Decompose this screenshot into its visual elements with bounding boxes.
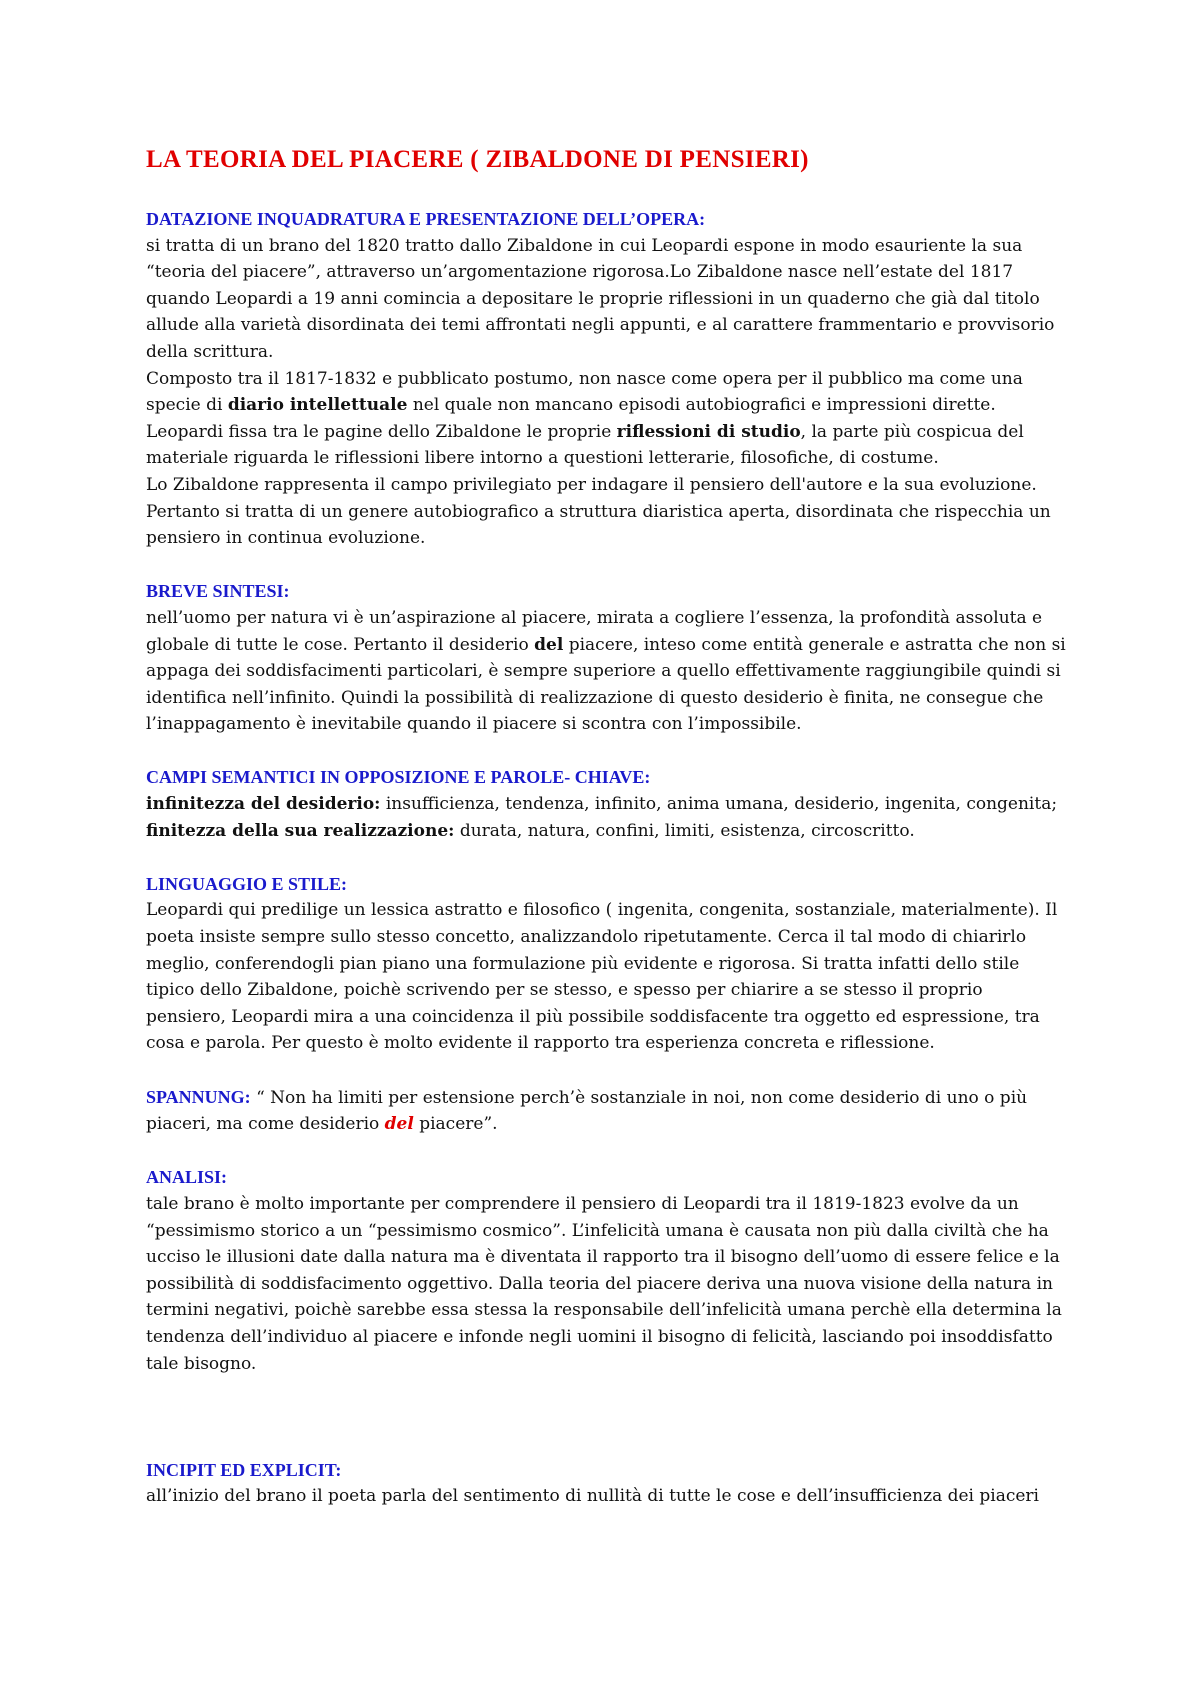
text-run: Composto tra il 1817-1832 e pubblicato postumo, non nasce come opera per il pubblico ma come una specie di [146, 368, 1023, 416]
document-page [146, 140, 1066, 1537]
section-heading-incipit: INCIPIT ED EXPLICIT: [146, 1459, 342, 1480]
section-heading-datazione: DATAZIONE INQUADRATURA E PRESENTAZIONE DELL’OPERA: [146, 209, 706, 229]
paragraph: si tratta di un brano del 1820 tratto dallo Zibaldone in cui Leopardi espone in modo esauriente la sua “teoria del piacere”, attraverso un’argomentazione rigorosa.Lo Zibaldone nasce nell’estate del 1817 quando Leopardi a 19 anni comincia a depositare le proprie riflessioni in un quaderno che già dal titolo allude alla varietà disordinata dei temi affrontati negli appunti, e al carattere frammentario e provvisorio della scrittura. [146, 235, 1055, 362]
paragraph: tale brano è molto importante per comprendere il pensiero di Leopardi tra il 1819-1823 evolve da un “pessimismo storico a un “pessimismo cosmico”. L’infelicità umana è causata non più dalla civiltà che ha ucciso le illusioni date dalla natura ma è diventata il rapporto tra il bisogno dell’uomo di essere felice e la possibilità di soddisfacimento oggettivo. Dalla teoria del piacere deriva una nuova visione della natura in termini negativi, poichè sarebbe essa stessa la responsabile dell’infelicità umana perchè ella determina la tendenza dell’individuo al piacere e infonde negli uomini il bisogno di felicità, lasciando poi insoddisfatto tale bisogno. [146, 1193, 1062, 1374]
paragraph [146, 419, 1066, 472]
section-heading-spannung: SPANNUNG: [146, 1086, 251, 1107]
paragraph [146, 605, 1066, 738]
paragraph [146, 818, 1066, 845]
paragraph: Pertanto si tratta di un genere autobiografico a struttura diaristica aperta, disordinata che rispecchia un pensiero in continua evoluzione. [146, 501, 1051, 549]
bold-text: diario intellettuale [227, 395, 408, 416]
document-title: LA TEORIA DEL PIACERE ( ZIBALDONE DI PENSIERI) [146, 146, 809, 173]
paragraph [146, 366, 1066, 419]
section-datazione [146, 206, 1066, 552]
bold-text: del [534, 634, 564, 655]
paragraph: Leopardi qui predilige un lessica astratto e filosofico ( ingenita, congenita, sostanziale, materialmente). Il poeta insiste sempre sullo stesso concetto, analizzandolo ripetutamente. Cerca il tal modo di chiarirlo meglio, conferendogli pian piano una formulazione più evidente e rigorosa. Si tratta infatti dello stile tipico dello Zibaldone, poichè scrivendo per se stesso, e spesso per chiarire a se stesso il proprio pensiero, Leopardi mira a una coincidenza il più possibile soddisfacente tra oggetto ed espressione, tra cosa e parola. Per questo è molto evidente il rapporto tra esperienza concreta e riflessione. [146, 900, 1058, 1054]
section-heading-analisi: ANALISI: [146, 1167, 228, 1188]
text-run: , la parte più cospicua del materiale riguarda le riflessioni libere intorno a questioni letterarie, filosofiche, di costume. [146, 421, 1024, 469]
text-run: piacere, inteso come entità generale e astratta che non si appaga dei soddisfacimenti particolari, è sempre superiore a quello effettivamente raggiungibile quindi si identifica nell’infinito. Quindi la possibilità di realizzazione di questo desiderio è finita, ne consegue che l’inappagamento è inevitabile quando il piacere si scontra con l’impossibile. [146, 634, 1066, 735]
text-run: Leopardi fissa tra le pagine dello Zibaldone le proprie [146, 421, 617, 442]
text-run: insufficienza, tendenza, infinito, anima umana, desiderio, ingenita, congenita; [380, 794, 1058, 815]
paragraph: Lo Zibaldone rappresenta il campo privilegiato per indagare il pensiero dell'autore e la sua evoluzione. [146, 474, 1037, 495]
emphasis-text: del [384, 1114, 414, 1135]
section-analisi [146, 1164, 1066, 1377]
text-run: nel quale non mancano episodi autobiografici e impressioni dirette. [407, 395, 996, 416]
paragraph [146, 1084, 1066, 1138]
section-sintesi [146, 578, 1066, 738]
section-heading-sintesi: BREVE SINTESI: [146, 581, 290, 602]
bold-text: riflessioni di studio [616, 421, 801, 442]
paragraph: all’inizio del brano il poeta parla del sentimento di nullità di tutte le cose e dell’insufficienza dei piaceri [146, 1486, 1039, 1507]
blank-space [146, 1404, 1066, 1457]
section-linguaggio [146, 871, 1066, 1057]
bold-text: infinitezza del desiderio: [146, 794, 381, 815]
section-spannung [146, 1084, 1066, 1138]
text-run: nell’uomo per natura vi è un’aspirazione al piacere, mirata a cogliere l’essenza, la profondità assoluta e globale di tutte le cose. Pertanto il desiderio [146, 607, 1043, 655]
section-heading-linguaggio: LINGUAGGIO E STILE: [146, 873, 348, 894]
text-run: “ Non ha limiti per estensione perch’è sostanziale in noi, non come desiderio di uno o più piaceri, ma come desiderio [146, 1087, 1028, 1135]
section-incipit [146, 1457, 1066, 1510]
text-run: piacere”. [413, 1114, 498, 1135]
text-run: durata, natura, confini, limiti, esistenza, circoscritto. [454, 820, 915, 841]
section-campi-semantici [146, 764, 1066, 844]
bold-text: finitezza della sua realizzazione: [146, 820, 455, 841]
section-heading-campi: CAMPI SEMANTICI IN OPPOSIZIONE E PAROLE- CHIAVE: [146, 767, 651, 788]
paragraph [146, 791, 1066, 818]
